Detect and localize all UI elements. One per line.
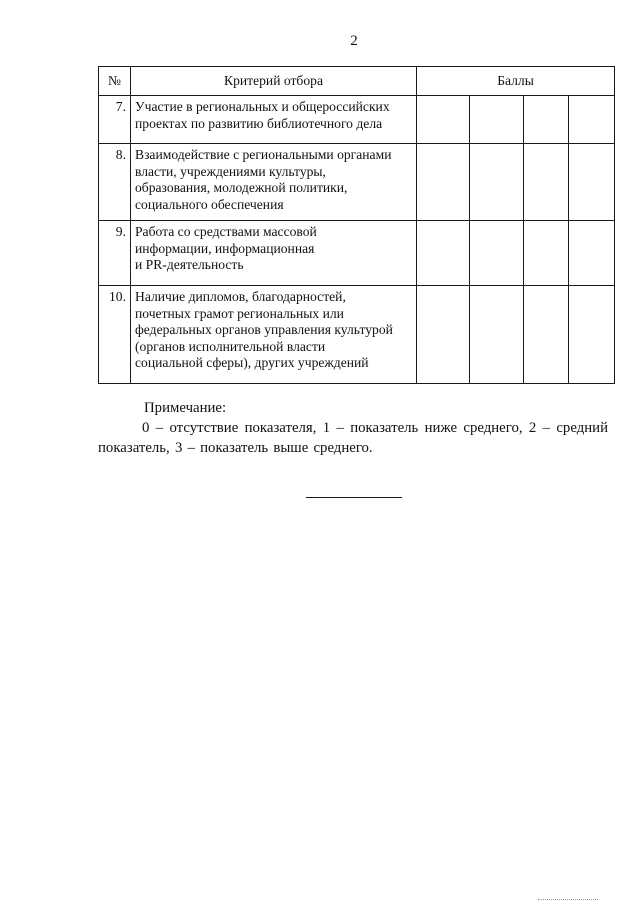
row-criterion [131,96,417,144]
row-number: 8. [99,144,131,221]
criterion-text: Взаимодействие с региональными органами власти, учреждениями культуры, образования, молодежной политики, социального обеспечения [135,147,392,212]
row-number: 7. [99,96,131,144]
header-number: № [99,67,131,96]
score-cell[interactable] [569,286,615,384]
row-number: 9. [99,221,131,286]
criterion-text: Работа со средствами массовой информации, информационная и PR-деятельность [135,224,317,272]
table-row [99,221,615,286]
score-cell[interactable] [417,221,470,286]
score-cell[interactable] [470,286,524,384]
row-number: 10. [99,286,131,384]
page-number: 2 [350,33,358,49]
row-criterion [131,144,417,221]
note-section [98,398,608,458]
score-cell[interactable] [569,96,615,144]
note-text: 0 – отсутствие показателя, 1 – показатель ниже среднего, 2 – средний показатель, 3 – показатель выше среднего. [98,420,608,456]
score-cell[interactable] [569,144,615,221]
end-divider [306,497,402,498]
score-cell[interactable] [470,144,524,221]
table-header-row [99,67,615,96]
score-cell[interactable] [417,96,470,144]
table-row [99,96,615,144]
score-cell[interactable] [417,144,470,221]
score-cell[interactable] [524,286,569,384]
table-row [99,286,615,384]
header-criterion: Критерий отбора [131,67,417,96]
score-cell[interactable] [524,221,569,286]
score-cell[interactable] [569,221,615,286]
score-cell[interactable] [524,144,569,221]
score-cell[interactable] [470,96,524,144]
criteria-table [98,66,615,384]
score-cell[interactable] [417,286,470,384]
header-points: Баллы [417,67,615,96]
criterion-text: Наличие дипломов, благодарностей, почетных грамот региональных или федеральных органов управления культурой (органов исполнительной власти социальной сферы), других учреждений [135,289,393,370]
row-criterion [131,221,417,286]
score-cell[interactable] [524,96,569,144]
note-title: Примечание: [144,400,227,416]
row-criterion [131,286,417,384]
table-row [99,144,615,221]
criterion-text: Участие в региональных и общероссийских проектах по развитию библиотечного дела [135,99,390,131]
scan-artifact-line [538,899,598,900]
score-cell[interactable] [470,221,524,286]
